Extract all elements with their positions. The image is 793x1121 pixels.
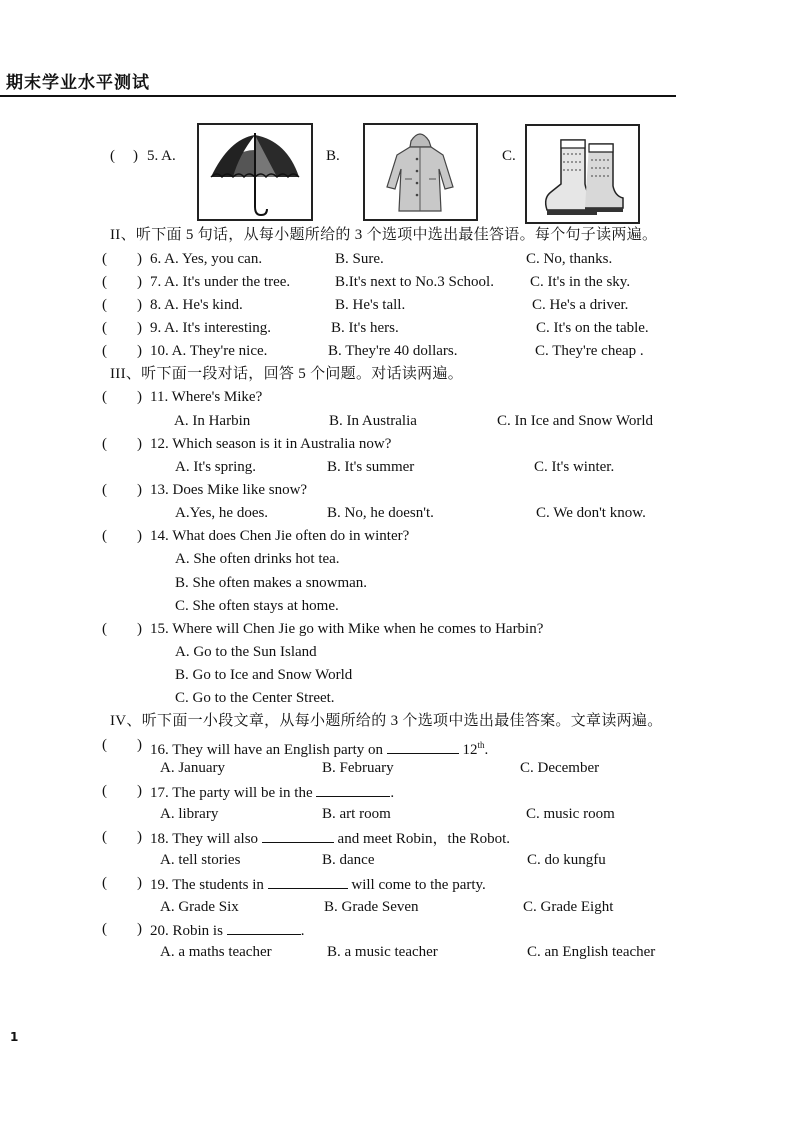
boots-icon [527,126,638,222]
q7-option-c: C. It's in the sky. [530,274,631,290]
q15-option-c: C. Go to the Center Street. [175,690,335,706]
q18-option-a: A. tell stories [160,852,241,868]
q16-blank [387,739,459,754]
q17-stem: 17. The party will be in the . [150,782,394,802]
q17-paren: ( ) [102,783,142,799]
q5-option-b: B. [326,148,340,164]
q17-blank [316,782,390,797]
q12-paren: ( ) [102,436,142,452]
q16-option-a: A. January [160,760,225,776]
q9-option-a: 9. A. It's interesting. [150,320,272,336]
q18-paren: ( ) [102,829,142,845]
q10-option-a: 10. A. They're nice. [150,343,268,359]
q12-option-b: B. It's summer [327,459,415,475]
page-number: 1 [10,1030,19,1044]
q11-paren: ( ) [102,389,142,405]
q12-option-c: C. It's winter. [534,459,615,475]
q18-option-c: C. do kungfu [527,852,606,868]
q20-option-c: C. an English teacher [527,944,656,960]
q20-option-a: A. a maths teacher [160,944,272,960]
q20-paren: ( ) [102,921,142,937]
q19-stem: 19. The students in will come to the party. [150,874,486,894]
q17-option-b: B. art room [322,806,391,822]
q9-paren: ( ) [102,320,142,336]
q14-option-b: B. She often makes a snowman. [175,575,368,591]
q14-option-c: C. She often stays at home. [175,598,339,614]
q14-option-a: A. She often drinks hot tea. [175,551,340,567]
q8-paren: ( ) [102,297,142,313]
q5-paren: ( ) [110,148,138,164]
q5-option-c: C. [502,148,516,164]
q19-option-b: B. Grade Seven [324,899,419,915]
q12-stem: 12. Which season is it in Australia now? [150,436,392,452]
q11-option-b: B. In Australia [329,413,417,429]
section-2-title: II、听下面 5 句话，从每小题所给的 3 个选项中选出最佳答语。每个句子读两遍。 [110,227,658,243]
q14-paren: ( ) [102,528,142,544]
q20-blank [227,920,301,935]
q15-paren: ( ) [102,621,142,637]
header-rule [0,95,676,97]
q18-option-b: B. dance [322,852,375,868]
q8-option-b: B. He's tall. [335,297,406,313]
q11-option-c: C. In Ice and Snow World [497,413,653,429]
q15-stem: 15. Where will Chen Jie go with Mike when he comes to Harbin? [150,621,544,637]
q14-stem: 14. What does Chen Jie often do in winter? [150,528,410,544]
page-header-title: 期末学业水平测试 [6,73,150,93]
q10-paren: ( ) [102,343,142,359]
section-3-title: III、听下面一段对话，回答 5 个问题。对话读两遍。 [110,366,464,382]
q8-option-c: C. He's a driver. [532,297,629,313]
q15-option-b: B. Go to Ice and Snow World [175,667,353,683]
q19-blank [268,874,348,889]
q19-option-a: A. Grade Six [160,899,239,915]
q7-option-a: 7. A. It's under the tree. [150,274,291,290]
q16-stem: 16. They will have an English party on 12th. [150,740,489,758]
q13-stem: 13. Does Mike like snow? [150,482,308,498]
section-4-title: IV、听下面一小段文章，从每小题所给的 3 个选项中选出最佳答案。文章读两遍。 [110,713,663,729]
q6-option-b: B. Sure. [335,251,384,267]
q18-stem: 18. They will also and meet Robin，the Robot. [150,828,510,848]
q7-paren: ( ) [102,274,142,290]
q13-option-a: A.Yes, he does. [175,505,269,521]
raincoat-icon [365,125,476,219]
q18-blank [262,828,334,843]
q6-paren: ( ) [102,251,142,267]
q20-stem: 20. Robin is . [150,920,304,940]
q11-stem: 11. Where's Mike? [150,389,263,405]
umbrella-image [197,123,313,221]
q9-option-c: C. It's on the table. [536,320,649,336]
q6-option-c: C. No, thanks. [526,251,613,267]
q9-option-b: B. It's hers. [331,320,399,336]
q17-option-c: C. music room [526,806,615,822]
q10-option-c: C. They're cheap . [535,343,644,359]
q19-option-c: C. Grade Eight [523,899,614,915]
q16-option-c: C. December [520,760,600,776]
q6-option-a: 6. A. Yes, you can. [150,251,263,267]
q13-option-b: B. No, he doesn't. [327,505,434,521]
q13-paren: ( ) [102,482,142,498]
q7-option-b: B.It's next to No.3 School. [335,274,494,290]
q12-option-a: A. It's spring. [175,459,257,475]
raincoat-image [363,123,478,221]
q10-option-b: B. They're 40 dollars. [328,343,458,359]
q13-option-c: C. We don't know. [536,505,646,521]
q17-option-a: A. library [160,806,219,822]
boots-image [525,124,640,224]
umbrella-icon [199,125,311,219]
q5-label: 5. A. [147,148,176,164]
q11-option-a: A. In Harbin [174,413,251,429]
q8-option-a: 8. A. He's kind. [150,297,243,313]
q16-option-b: B. February [322,760,394,776]
q19-paren: ( ) [102,875,142,891]
q15-option-a: A. Go to the Sun Island [175,644,317,660]
q16-paren: ( ) [102,737,142,753]
q20-option-b: B. a music teacher [327,944,438,960]
